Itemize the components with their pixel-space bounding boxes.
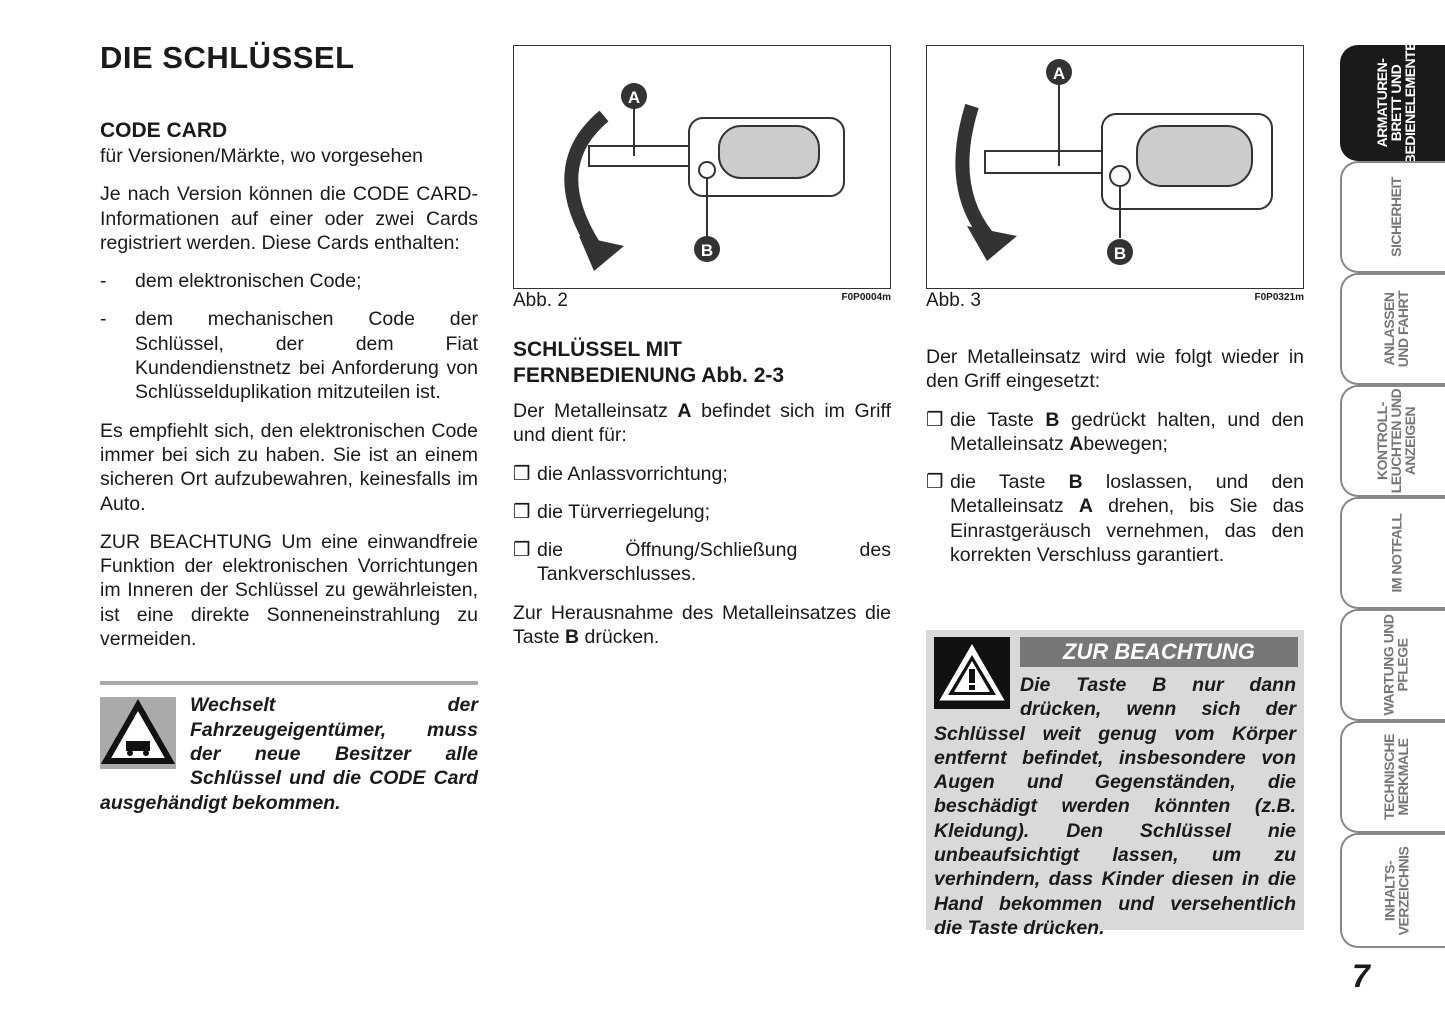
tab-wartung[interactable]: WARTUNG UND PFLEGE <box>1340 609 1445 721</box>
warning-car-icon <box>100 697 176 769</box>
figure-3-key-image <box>926 45 1304 289</box>
list-item: ❒ die Türverriegelung; <box>513 500 711 523</box>
tab-im-notfall[interactable]: IM NOTFALL <box>1340 497 1445 609</box>
paragraph: Je nach Version können die CODE CARD-Informationen auf einer oder zwei Cards registriert werden. Diese Cards enthalten: <box>100 183 478 254</box>
list-item: ❒ die Taste B gedrückt halten, und den Metalleinsatz Abewegen; <box>926 408 1304 455</box>
figure-3-caption: Abb. 3 F0P0321m <box>926 290 1304 311</box>
column-3 <box>926 345 1304 581</box>
subtitle: für Versionen/Märkte, wo vorgesehen <box>100 145 424 167</box>
list-item: ❒ die Anlassvorrichtung; <box>513 462 728 485</box>
code-card-heading: CODE CARD <box>100 119 228 142</box>
tab-technische-merkmale[interactable]: TECHNISCHE MERKMALE <box>1340 721 1445 833</box>
paragraph: Es empfiehlt sich, den elektronischen Code immer bei sich zu haben. Sie ist an einem sicheren Ort aufzubewahren, keinesfalls im Auto. <box>100 419 478 515</box>
tab-inhaltsverzeichnis[interactable]: INHALTS- VERZEICHNIS <box>1340 833 1445 948</box>
warning-icon <box>934 637 1010 709</box>
tab-sicherheit[interactable]: SICHERHEIT <box>1340 161 1445 273</box>
paragraph: Zur Herausnahme des Metalleinsatzes die Taste B drücken. <box>513 601 891 649</box>
list-item: - dem elektronischen Code; <box>100 270 362 293</box>
label-b: B <box>1113 244 1127 263</box>
tab-kontrollleuchten[interactable]: KONTROLL- LEUCHTEN UND ANZEIGEN <box>1340 385 1445 497</box>
label-b: B <box>700 241 714 260</box>
figure-2-key-image <box>513 45 891 289</box>
owner-change-note: Wechselt der Fahrzeugeigentümer, muss der neue Besitzer alle Schlüssel und die CODE Card ausgehändigt bekommen. <box>100 694 478 814</box>
paragraph: Der Metalleinsatz wird wie folgt wieder in den Griff eingesetzt: <box>926 346 1304 393</box>
paragraph: ZUR BEACHTUNG Um eine einwandfreie Funktion der elektronischen Vorrichtungen im Inneren der Schlüssel zu gewährleisten, ist eine direkte Sonneneinstrahlung zu vermeiden. <box>100 530 478 651</box>
list-item: ❒ die Öffnung/Schließung des Tankverschlusses. <box>513 539 891 586</box>
label-a: A <box>1052 64 1066 83</box>
warning-text: Die Taste B nur dann drücken, wenn sich der Schlüssel weit genug vom Körper entfernt befindet, insbesondere von Augen und Gegenständen, die beschädigt werden könnten (z.B. Kleidung). Den Schlüssel nie unbeaufsichtigt lassen, um zu verhindern, dass Kinder diesen in die Hand bekommen und versehentlich die Taste drücken. <box>934 674 1296 939</box>
page-title: DIE SCHLÜSSEL <box>100 40 355 75</box>
paragraph: Der Metalleinsatz A befindet sich im Griff und dient für: <box>513 400 891 447</box>
label-a: A <box>627 88 641 107</box>
list-item: ❒ die Taste B loslassen, und den Metalleinsatz A drehen, bis Sie das Einrastgeräusch vernehmen, das den korrekten Verschluss garantiert. <box>926 471 1305 567</box>
section-heading: SCHLÜSSEL MIT FERNBEDIENUNG Abb. 2-3 <box>513 338 785 387</box>
warning-title: ZUR BEACHTUNG <box>1020 637 1298 667</box>
figure-2-caption: Abb. 2 F0P0004m <box>513 290 891 311</box>
divider <box>100 681 478 685</box>
tab-anlassen[interactable]: ANLASSEN UND FAHRT <box>1340 273 1445 385</box>
warning-box <box>926 630 1304 939</box>
column-2 <box>513 337 891 663</box>
list-item: - dem mechanischen Code der Schlüssel, der dem Fiat Kundendienstnetz bei Anforderung von Schlüsselduplikation mitzuteilen ist. <box>100 308 478 404</box>
tab-armaturenbrett[interactable]: ARMATUREN- BRETT UND BEDIENELEMENTE <box>1340 45 1445 161</box>
column-1 <box>100 118 478 815</box>
page-number: 7 <box>1352 958 1370 994</box>
